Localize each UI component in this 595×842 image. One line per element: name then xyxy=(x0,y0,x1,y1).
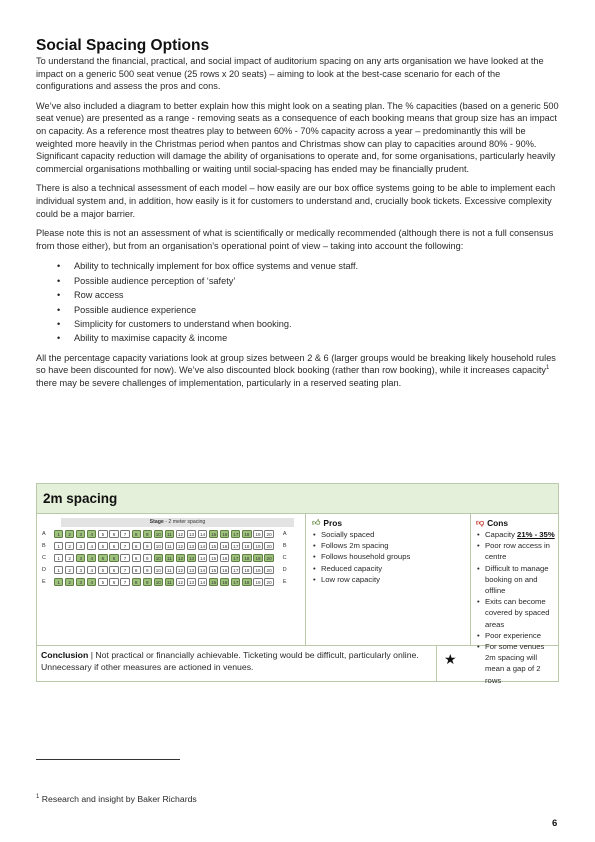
cons-column xyxy=(471,514,558,685)
list-item: • Ability to maximise capacity & income xyxy=(74,331,559,345)
seat-empty: 16 xyxy=(220,554,229,563)
seat-occupied: 8 xyxy=(132,530,141,539)
capacity-value: 21% - 35% xyxy=(517,530,555,539)
seat-empty: 3 xyxy=(76,542,85,551)
seat-empty: 14 xyxy=(198,542,207,551)
list-item: • Follows 2m spacing xyxy=(321,540,466,551)
seat-occupied: 10 xyxy=(154,554,163,563)
seat-occupied: 3 xyxy=(76,530,85,539)
closing-text: All the percentage capacity variations look at group sizes between 2 & 6 (larger groups would be breaking likely household rules so have been discounted for now). We’ve also discounted block booking (rather than row booking), while it increases capacity xyxy=(36,352,556,376)
seating-diagram xyxy=(37,514,306,645)
pros-title xyxy=(312,518,466,528)
conclusion-label: Conclusion xyxy=(41,650,89,660)
seat-occupied: 3 xyxy=(76,554,85,563)
footnote-number: 1 xyxy=(36,794,40,801)
seat-occupied: 11 xyxy=(165,554,174,563)
page-body xyxy=(36,36,559,397)
seat-occupied: 5 xyxy=(98,554,107,563)
seat-empty: 7 xyxy=(120,542,129,551)
list-item: • Simplicity for customers to understand when booking. xyxy=(74,317,559,331)
seat-empty: 8 xyxy=(132,542,141,551)
stage-label xyxy=(61,518,294,527)
seat-empty: 5 xyxy=(98,566,107,575)
seat-occupied: 17 xyxy=(231,530,240,539)
seat-occupied: 1 xyxy=(54,530,63,539)
seat-empty: 18 xyxy=(242,566,251,575)
seat-empty: 15 xyxy=(209,554,218,563)
seat-empty: 16 xyxy=(220,566,229,575)
page-number: 6 xyxy=(552,818,558,829)
seat-empty: 5 xyxy=(98,578,107,587)
footnote-divider xyxy=(36,759,180,760)
seat-occupied: 4 xyxy=(87,530,96,539)
seat-empty: 2 xyxy=(65,542,74,551)
seat-empty: 12 xyxy=(176,566,185,575)
thumbs-down-icon: 👎︎ xyxy=(476,518,485,527)
list-item: • Socially spaced xyxy=(321,529,466,540)
seat-occupied: 3 xyxy=(76,578,85,587)
row-label: C xyxy=(282,555,287,561)
seat-rows xyxy=(41,529,301,587)
pros-label: Pros xyxy=(323,518,342,528)
row-label: A xyxy=(282,531,287,537)
cons-label: Cons xyxy=(487,518,509,528)
seat-occupied: 15 xyxy=(209,530,218,539)
seat-empty: 16 xyxy=(220,542,229,551)
conclusion-text: | Not practical or financially achievable. Ticketing would be difficult, particularly online. Unnecessary if other measures are actioned in venues. xyxy=(41,650,419,672)
option-heading: 2m spacing xyxy=(43,491,118,506)
seat-row xyxy=(41,541,301,551)
seat-empty: 19 xyxy=(253,578,262,587)
seat-occupied: 18 xyxy=(242,554,251,563)
seat-empty: 6 xyxy=(109,578,118,587)
seat-occupied: 15 xyxy=(209,578,218,587)
row-label: A xyxy=(42,531,46,537)
seat-empty: 5 xyxy=(98,530,107,539)
seat-empty: 15 xyxy=(209,542,218,551)
seat-empty: 6 xyxy=(109,530,118,539)
seat-occupied: 4 xyxy=(87,578,96,587)
seat-empty: 19 xyxy=(253,542,262,551)
seat-empty: 14 xyxy=(198,530,207,539)
page-title: Social Spacing Options xyxy=(36,37,210,54)
list-item: • Possible audience perception of ‘safety’ xyxy=(74,274,559,288)
seat-empty: 3 xyxy=(76,566,85,575)
seat-empty: 8 xyxy=(132,566,141,575)
option-table xyxy=(36,483,559,685)
seat-occupied: 8 xyxy=(132,578,141,587)
seat-occupied: 2 xyxy=(65,578,74,587)
list-item: • Difficult to manage booking on and offline xyxy=(485,563,555,597)
list-item: • Exits can become covered by spaced areas xyxy=(485,596,555,630)
seat-occupied: 16 xyxy=(220,530,229,539)
seat-empty: 8 xyxy=(132,554,141,563)
list-item: • Poor experience xyxy=(485,630,555,641)
seat-occupied: 19 xyxy=(253,554,262,563)
list-item: • Ability to technically implement for box office systems and venue staff. xyxy=(74,259,559,273)
seat-empty: 7 xyxy=(120,578,129,587)
seat-empty: 9 xyxy=(143,542,152,551)
seat-empty: 1 xyxy=(54,566,63,575)
pros-column xyxy=(306,514,471,645)
thumbs-up-icon: 👍︎ xyxy=(312,518,321,527)
seat-occupied: 10 xyxy=(154,530,163,539)
seat-occupied: 11 xyxy=(165,530,174,539)
seat-empty: 13 xyxy=(187,542,196,551)
list-item: • For some venues 2m spacing will mean a gap of 2 rows xyxy=(485,641,555,686)
list-item: • Low row capacity xyxy=(321,574,466,585)
row-label: E xyxy=(42,579,46,585)
pros-list xyxy=(312,529,466,585)
seat-empty: 14 xyxy=(198,566,207,575)
list-item: • Poor row access in centre xyxy=(485,540,555,562)
seat-empty: 14 xyxy=(198,578,207,587)
footnote-text: Research and insight by Baker Richards xyxy=(39,794,197,804)
list-item xyxy=(485,529,555,540)
seat-empty: 17 xyxy=(231,542,240,551)
list-item: • Follows household groups xyxy=(321,551,466,562)
seat-occupied: 1 xyxy=(54,578,63,587)
star-rating: ★ xyxy=(444,651,457,667)
seat-occupied: 9 xyxy=(143,578,152,587)
row-label: B xyxy=(282,543,287,549)
row-label: B xyxy=(42,543,46,549)
seat-empty: 2 xyxy=(65,554,74,563)
seat-empty: 19 xyxy=(253,566,262,575)
seat-empty: 20 xyxy=(264,530,273,539)
seat-empty: 11 xyxy=(165,566,174,575)
seat-occupied: 9 xyxy=(143,530,152,539)
seat-occupied: 18 xyxy=(242,530,251,539)
seat-empty: 11 xyxy=(165,542,174,551)
seat-occupied: 17 xyxy=(231,554,240,563)
seat-empty: 13 xyxy=(187,566,196,575)
seat-empty: 2 xyxy=(65,566,74,575)
seat-empty: 12 xyxy=(176,530,185,539)
footnote xyxy=(36,794,197,804)
seat-row xyxy=(41,553,301,563)
seat-empty: 7 xyxy=(120,554,129,563)
seat-occupied: 11 xyxy=(165,578,174,587)
seat-empty: 20 xyxy=(264,542,273,551)
seat-row xyxy=(41,565,301,575)
seat-empty: 17 xyxy=(231,566,240,575)
seat-empty: 18 xyxy=(242,542,251,551)
seat-occupied: 10 xyxy=(154,578,163,587)
seat-empty: 19 xyxy=(253,530,262,539)
option-header xyxy=(37,484,558,514)
seat-empty: 12 xyxy=(176,578,185,587)
seat-occupied: 16 xyxy=(220,578,229,587)
seat-empty: 5 xyxy=(98,542,107,551)
list-item: • Possible audience experience xyxy=(74,303,559,317)
list-item: • Row access xyxy=(74,288,559,302)
seat-empty: 9 xyxy=(143,554,152,563)
list-item: • Reduced capacity xyxy=(321,563,466,574)
seat-row xyxy=(41,577,301,587)
seat-empty: 10 xyxy=(154,542,163,551)
seat-occupied: 2 xyxy=(65,530,74,539)
seat-empty: 6 xyxy=(109,542,118,551)
conclusion-row xyxy=(37,646,558,681)
seat-row xyxy=(41,529,301,539)
seat-empty: 10 xyxy=(154,566,163,575)
seat-empty: 7 xyxy=(120,566,129,575)
row-label: D xyxy=(42,567,46,573)
cons-list xyxy=(476,529,555,686)
seat-empty: 6 xyxy=(109,566,118,575)
paragraph-technical: There is also a technical assessment of each model – how easily are our box office systems going to be able to implement each individual system and, in addition, how easily is it for customers to understand and, crucially book tickets. Excessive complexity could be a major barrier. xyxy=(36,183,556,219)
stage-subtitle: - 2 meter spacing xyxy=(163,519,206,525)
seat-occupied: 12 xyxy=(176,554,185,563)
seat-empty: 20 xyxy=(264,578,273,587)
paragraph-note: Please note this is not an assessment of what is scientifically or medically recommended (although there is not a full consensus from those either), but from an organisation’s operational point of view – taking into account the following: xyxy=(36,228,554,251)
seat-empty: 13 xyxy=(187,530,196,539)
seat-occupied: 13 xyxy=(187,554,196,563)
stage-title: Stage xyxy=(149,519,164,525)
criteria-list xyxy=(36,259,559,345)
seat-empty: 1 xyxy=(54,542,63,551)
seat-occupied: 4 xyxy=(87,554,96,563)
seat-empty: 4 xyxy=(87,566,96,575)
seat-empty: 12 xyxy=(176,542,185,551)
seat-empty: 9 xyxy=(143,566,152,575)
seat-occupied: 6 xyxy=(109,554,118,563)
seat-occupied: 20 xyxy=(264,554,273,563)
seat-occupied: 18 xyxy=(242,578,251,587)
row-label: E xyxy=(282,579,287,585)
footnote-ref[interactable]: 1 xyxy=(546,365,550,372)
row-label: D xyxy=(282,567,287,573)
paragraph-diagram: We’ve also included a diagram to better explain how this might look on a seating plan. The % capacities (based on a generic 500 seat venue) are presented as a range - removing seats as a consequence of each booking means that group size has an impact on capacity. As a reference most theatres play to between 60% - 70% capacity across a year – predominantly this will be weighted more heavily in the Christmas period when pantos and Christmas show can play to capacities around 80% - 90%. Significant capacity reduction will damage the ability of organisations to operate and, for some organisations, particularly heavily commercial organisations mothballing or waiting until social-spacing has ended may be financially prudent. xyxy=(36,100,559,174)
seat-empty: 7 xyxy=(120,530,129,539)
seat-empty: 14 xyxy=(198,554,207,563)
paragraph-closing xyxy=(36,352,559,390)
seat-empty: 13 xyxy=(187,578,196,587)
capacity-label: Capacity xyxy=(485,530,518,539)
conclusion xyxy=(37,646,437,681)
seat-empty: 4 xyxy=(87,542,96,551)
seat-empty: 15 xyxy=(209,566,218,575)
seat-occupied: 17 xyxy=(231,578,240,587)
paragraph-intro: To understand the financial, practical, and social impact of auditorium spacing on any arts organisation we have looked at the impact on a generic 500 seat venue (25 rows x 20 seats) – aiming to look at the best-case scenario for each of the configurations and assess the pros and cons. xyxy=(36,56,544,92)
row-label: C xyxy=(42,555,46,561)
cons-title xyxy=(476,518,555,528)
seat-empty: 20 xyxy=(264,566,273,575)
closing-text-end: there may be severe challenges of implementation, particularly in a reserved seating plan. xyxy=(36,377,402,388)
seat-empty: 1 xyxy=(54,554,63,563)
